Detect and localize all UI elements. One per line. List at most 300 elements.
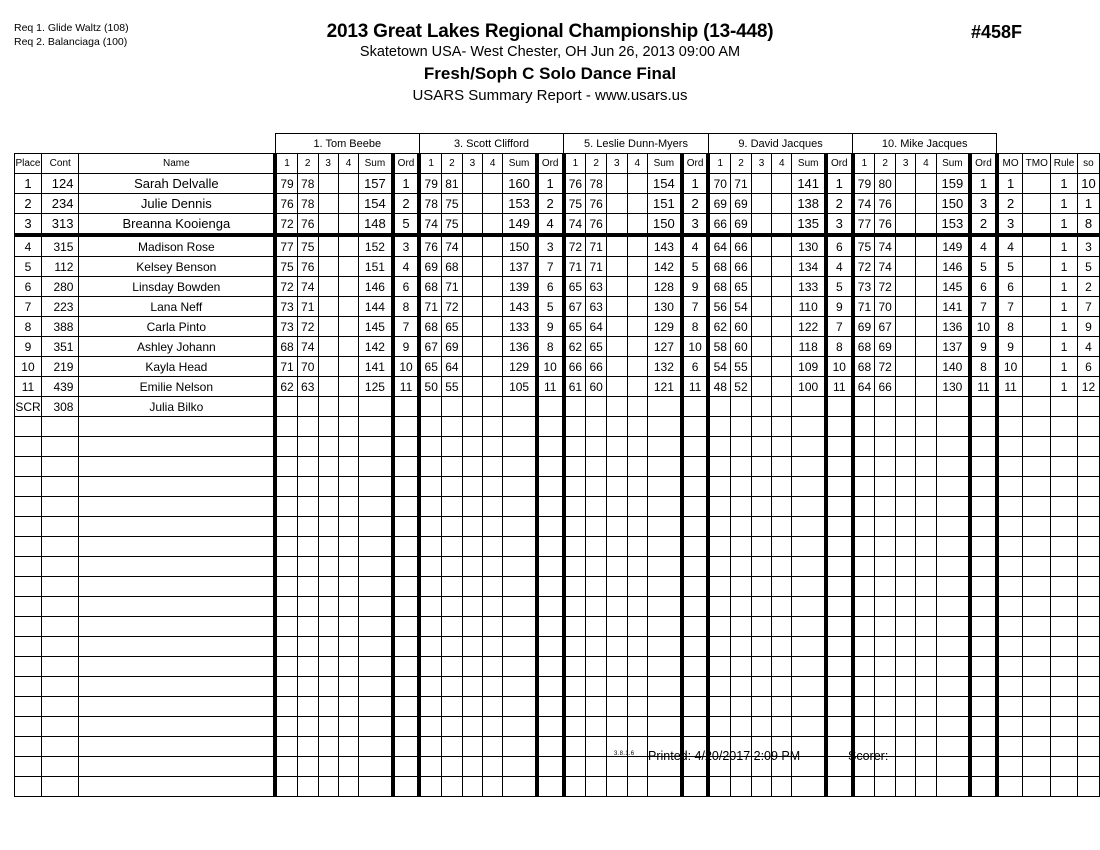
cell-rule (1051, 517, 1078, 537)
cell-j5-s1 (853, 717, 875, 737)
cell-j3-ord: 3 (682, 214, 709, 236)
cell-j5-sum (936, 497, 970, 517)
cell-cont (41, 697, 79, 717)
cell-j1-ord: 4 (393, 257, 420, 277)
cell-j3-sum: 154 (648, 174, 682, 194)
cell-j5-sum (936, 437, 970, 457)
cell-j1-s3 (318, 757, 338, 777)
cell-j5-sum (936, 537, 970, 557)
cell-cont (41, 757, 79, 777)
cell-mo (997, 457, 1023, 477)
cell-j2-ord: 8 (537, 337, 564, 357)
cell-so (1077, 517, 1099, 537)
cell-j5-ord (970, 657, 997, 677)
cell-j4-ord (826, 417, 853, 437)
header-judge1-sum: Sum (359, 154, 393, 174)
cell-j3-s1: 61 (564, 377, 586, 397)
cell-j1-sum (359, 497, 393, 517)
cell-j5-s1 (853, 617, 875, 637)
header-judge5-4: 4 (916, 154, 936, 174)
cell-j5-s3 (895, 194, 915, 214)
cell-j5-s3 (895, 497, 915, 517)
cell-j1-s1 (275, 717, 297, 737)
cell-j1-sum (359, 617, 393, 637)
cell-j4-ord (826, 477, 853, 497)
cell-cont: 439 (41, 377, 79, 397)
cell-j2-sum (503, 537, 537, 557)
cell-j2-ord (537, 557, 564, 577)
cell-j4-s4 (772, 617, 792, 637)
cell-place (15, 777, 42, 797)
cell-j2-s3 (462, 257, 482, 277)
cell-j5-ord: 9 (970, 337, 997, 357)
cell-j1-s1: 72 (275, 277, 297, 297)
cell-place (15, 677, 42, 697)
cell-j1-s4 (338, 377, 358, 397)
cell-j4-sum (792, 657, 826, 677)
cell-place: 10 (15, 357, 42, 377)
cell-j3-sum (648, 637, 682, 657)
cell-name: Linsday Bowden (79, 277, 275, 297)
cell-j2-s1 (419, 757, 441, 777)
cell-j3-sum (648, 457, 682, 477)
cell-j5-ord (970, 437, 997, 457)
header-judge1-2: 2 (297, 154, 318, 174)
cell-place (15, 637, 42, 657)
cell-j4-ord (826, 597, 853, 617)
cell-j5-s4 (916, 397, 936, 417)
cell-j5-s3 (895, 377, 915, 397)
cell-j2-s1 (419, 677, 441, 697)
cell-j2-s2 (442, 657, 463, 677)
cell-so (1077, 397, 1099, 417)
cell-j4-s4 (772, 637, 792, 657)
cell-j2-sum (503, 777, 537, 797)
cell-j5-s2: 69 (875, 337, 896, 357)
cell-j3-s4 (627, 277, 648, 297)
cell-j1-s1 (275, 457, 297, 477)
cell-j3-s2 (586, 577, 607, 597)
cell-j2-s1: 74 (419, 214, 441, 236)
cell-tmo (1023, 377, 1051, 397)
cell-j1-s3 (318, 617, 338, 637)
cell-j2-ord (537, 617, 564, 637)
cell-cont (41, 777, 79, 797)
cell-j5-sum: 159 (936, 174, 970, 194)
cell-j5-s2 (875, 617, 896, 637)
cell-j4-s1 (708, 517, 730, 537)
cell-j4-s3 (751, 417, 771, 437)
cell-so (1077, 557, 1099, 577)
cell-j2-sum (503, 437, 537, 457)
cell-j3-s4 (627, 417, 648, 437)
cell-cont (41, 597, 79, 617)
cell-j1-s1 (275, 577, 297, 597)
table-row (15, 194, 1100, 214)
cell-j1-ord (393, 537, 420, 557)
cell-j4-s4 (772, 397, 792, 417)
cell-j2-ord (537, 537, 564, 557)
cell-name: Ashley Johann (79, 337, 275, 357)
cell-j3-s1 (564, 537, 586, 557)
header-judge4-2: 2 (731, 154, 752, 174)
cell-j5-sum (936, 597, 970, 617)
cell-mo: 4 (997, 235, 1023, 257)
cell-j1-s4 (338, 357, 358, 377)
cell-j1-s1 (275, 477, 297, 497)
cell-j4-ord (826, 517, 853, 537)
cell-j2-ord: 3 (537, 235, 564, 257)
cell-j4-s1 (708, 437, 730, 457)
cell-j4-sum (792, 457, 826, 477)
cell-j3-s4 (627, 194, 648, 214)
cell-j4-s4 (772, 557, 792, 577)
cell-j4-s1 (708, 657, 730, 677)
cell-j2-s1 (419, 457, 441, 477)
cell-name (79, 537, 275, 557)
cell-j5-s1 (853, 397, 875, 417)
cell-j3-ord (682, 637, 709, 657)
cell-j2-s2 (442, 397, 463, 417)
cell-rule: 1 (1051, 377, 1078, 397)
cell-j4-s1 (708, 557, 730, 577)
cell-j5-s3 (895, 317, 915, 337)
cell-j4-s3 (751, 657, 771, 677)
cell-j5-s1 (853, 697, 875, 717)
cell-j3-ord (682, 697, 709, 717)
cell-j2-sum: 143 (503, 297, 537, 317)
cell-j5-s3 (895, 717, 915, 737)
cell-j2-s4 (483, 557, 503, 577)
cell-j4-s1 (708, 477, 730, 497)
cell-j2-sum (503, 657, 537, 677)
cell-j3-sum: 142 (648, 257, 682, 277)
cell-j1-s1 (275, 557, 297, 577)
cell-j5-s2 (875, 597, 896, 617)
cell-j2-sum (503, 757, 537, 777)
cell-j5-s1 (853, 497, 875, 517)
cell-j3-s1 (564, 457, 586, 477)
cell-j2-ord (537, 577, 564, 597)
cell-place: SCR (15, 397, 42, 417)
cell-j3-s2 (586, 497, 607, 517)
cell-cont: 315 (41, 235, 79, 257)
cell-j1-s1: 73 (275, 317, 297, 337)
cell-mo (997, 517, 1023, 537)
cell-j3-s1 (564, 637, 586, 657)
table-row-blank (15, 417, 1100, 437)
cell-tmo (1023, 737, 1051, 757)
cell-j1-sum (359, 597, 393, 617)
cell-j5-s4 (916, 377, 936, 397)
cell-j1-s2 (297, 477, 318, 497)
cell-j1-s2 (297, 397, 318, 417)
cell-j5-s2: 70 (875, 297, 896, 317)
cell-j2-s4 (483, 417, 503, 437)
cell-name (79, 557, 275, 577)
cell-j2-s4 (483, 697, 503, 717)
cell-j4-sum: 100 (792, 377, 826, 397)
cell-j4-s1 (708, 537, 730, 557)
cell-j2-s3 (462, 657, 482, 677)
cell-rule (1051, 737, 1078, 757)
cell-j1-s4 (338, 257, 358, 277)
cell-j3-s3 (607, 317, 628, 337)
judge-group-name-3: 5. Leslie Dunn-Myers (564, 134, 709, 154)
cell-j2-s1 (419, 497, 441, 517)
cell-j3-ord (682, 557, 709, 577)
cell-j5-s2: 67 (875, 317, 896, 337)
cell-mo (997, 777, 1023, 797)
table-row-blank (15, 577, 1100, 597)
table-row-blank (15, 497, 1100, 517)
cell-j1-ord (393, 677, 420, 697)
cell-j1-s4 (338, 174, 358, 194)
cell-tmo (1023, 617, 1051, 637)
cell-j5-ord (970, 497, 997, 517)
cell-j3-s2 (586, 557, 607, 577)
cell-j4-s3 (751, 277, 771, 297)
cell-j4-s2 (731, 697, 752, 717)
cell-j3-s4 (627, 174, 648, 194)
cell-j5-s2: 66 (875, 377, 896, 397)
cell-j5-s1 (853, 597, 875, 617)
cell-j3-s2: 76 (586, 214, 607, 236)
table-row (15, 397, 1100, 417)
cell-name (79, 517, 275, 537)
cell-j2-s1 (419, 777, 441, 797)
table-row (15, 317, 1100, 337)
cell-name: Kayla Head (79, 357, 275, 377)
cell-j4-s1: 68 (708, 277, 730, 297)
cell-j1-s4 (338, 457, 358, 477)
cell-place (15, 437, 42, 457)
cell-j4-sum (792, 777, 826, 797)
cell-j4-s2 (731, 457, 752, 477)
cell-j1-sum (359, 777, 393, 797)
cell-j4-ord: 7 (826, 317, 853, 337)
cell-tmo (1023, 477, 1051, 497)
cell-j5-s1 (853, 457, 875, 477)
cell-j1-s2: 76 (297, 257, 318, 277)
cell-j1-sum (359, 677, 393, 697)
cell-j2-s3 (462, 777, 482, 797)
cell-j5-sum (936, 677, 970, 697)
cell-place (15, 477, 42, 497)
cell-j3-s3 (607, 777, 628, 797)
cell-name (79, 477, 275, 497)
cell-j5-s2: 74 (875, 235, 896, 257)
cell-j5-ord (970, 757, 997, 777)
cell-j4-sum (792, 517, 826, 537)
cell-j5-sum (936, 517, 970, 537)
cell-j1-s3 (318, 235, 338, 257)
cell-j1-s4 (338, 537, 358, 557)
cell-j4-sum (792, 717, 826, 737)
cell-j2-ord: 10 (537, 357, 564, 377)
cell-j4-ord: 8 (826, 337, 853, 357)
cell-j1-ord (393, 417, 420, 437)
cell-j4-s4 (772, 497, 792, 517)
cell-j2-s2 (442, 417, 463, 437)
cell-j2-ord: 2 (537, 194, 564, 214)
table-row (15, 214, 1100, 236)
cell-j3-sum (648, 717, 682, 737)
cell-j1-s2 (297, 617, 318, 637)
header-judge1-4: 4 (338, 154, 358, 174)
table-row-blank (15, 557, 1100, 577)
cell-j2-sum (503, 457, 537, 477)
header-judge2-3: 3 (462, 154, 482, 174)
cell-so: 2 (1077, 277, 1099, 297)
cell-j5-s2 (875, 417, 896, 437)
cell-tmo (1023, 717, 1051, 737)
cell-mo (997, 597, 1023, 617)
cell-j1-s1 (275, 497, 297, 517)
cell-name (79, 737, 275, 757)
cell-j4-s1: 62 (708, 317, 730, 337)
cell-j1-s2: 74 (297, 277, 318, 297)
cell-tmo (1023, 537, 1051, 557)
cell-rule: 1 (1051, 235, 1078, 257)
cell-j3-s1 (564, 757, 586, 777)
cell-tmo (1023, 577, 1051, 597)
cell-j3-s2 (586, 397, 607, 417)
cell-j4-s2: 60 (731, 317, 752, 337)
cell-j3-s2 (586, 777, 607, 797)
cell-j5-sum: 140 (936, 357, 970, 377)
cell-j2-s4 (483, 537, 503, 557)
cell-rule (1051, 677, 1078, 697)
cell-mo (997, 637, 1023, 657)
cell-mo: 7 (997, 297, 1023, 317)
cell-j2-s1 (419, 557, 441, 577)
cell-j3-sum: 128 (648, 277, 682, 297)
cell-j1-s3 (318, 297, 338, 317)
cell-j2-s2 (442, 777, 463, 797)
event-code: #458F (970, 22, 1022, 42)
cell-j1-s3 (318, 637, 338, 657)
cell-j5-s4 (916, 437, 936, 457)
cell-so (1077, 697, 1099, 717)
cell-name (79, 417, 275, 437)
header-judge2-4: 4 (483, 154, 503, 174)
cell-so (1077, 737, 1099, 757)
cell-j4-ord (826, 697, 853, 717)
cell-j4-s3 (751, 437, 771, 457)
cell-j4-ord (826, 657, 853, 677)
judge-group-name-5: 10. Mike Jacques (853, 134, 997, 154)
cell-j3-s3 (607, 357, 628, 377)
cell-name (79, 657, 275, 677)
cell-j2-s2 (442, 557, 463, 577)
cell-j3-s4 (627, 637, 648, 657)
cell-j5-sum (936, 777, 970, 797)
cell-rule: 1 (1051, 257, 1078, 277)
cell-j3-s4 (627, 717, 648, 737)
cell-j4-s1: 70 (708, 174, 730, 194)
cell-j3-sum (648, 477, 682, 497)
cell-j4-s3 (751, 477, 771, 497)
cell-j3-sum: 130 (648, 297, 682, 317)
cell-so (1077, 717, 1099, 737)
cell-j4-s1: 69 (708, 194, 730, 214)
cell-j5-s1: 64 (853, 377, 875, 397)
cell-j1-s3 (318, 477, 338, 497)
cell-j5-sum (936, 557, 970, 577)
cell-j4-sum (792, 697, 826, 717)
cell-j5-sum (936, 617, 970, 637)
cell-j1-ord: 5 (393, 214, 420, 236)
cell-tmo (1023, 597, 1051, 617)
cell-j1-ord: 2 (393, 194, 420, 214)
cell-j3-ord: 9 (682, 277, 709, 297)
cell-j1-s2 (297, 757, 318, 777)
cell-j1-sum (359, 557, 393, 577)
cell-cont (41, 677, 79, 697)
cell-j4-s4 (772, 214, 792, 236)
cell-j4-s1: 66 (708, 214, 730, 236)
cell-rule (1051, 777, 1078, 797)
cell-j5-s3 (895, 777, 915, 797)
cell-j3-sum: 132 (648, 357, 682, 377)
cell-j2-s4 (483, 357, 503, 377)
cell-j5-s4 (916, 497, 936, 517)
cell-j3-s4 (627, 397, 648, 417)
cell-j4-sum: 130 (792, 235, 826, 257)
cell-j3-s3 (607, 517, 628, 537)
cell-j3-s1: 67 (564, 297, 586, 317)
cell-j1-s3 (318, 277, 338, 297)
cell-j5-s3 (895, 257, 915, 277)
cell-j3-s2: 63 (586, 297, 607, 317)
cell-j4-s2 (731, 517, 752, 537)
cell-j3-s3 (607, 277, 628, 297)
cell-j5-s1 (853, 417, 875, 437)
cell-j5-s1 (853, 517, 875, 537)
cell-j2-s3 (462, 357, 482, 377)
table-row (15, 357, 1100, 377)
cell-j2-ord (537, 597, 564, 617)
cell-so (1077, 617, 1099, 637)
cell-j4-sum (792, 557, 826, 577)
cell-j4-s3 (751, 517, 771, 537)
cell-j5-s3 (895, 417, 915, 437)
cell-j5-s2: 72 (875, 357, 896, 377)
cell-j1-s4 (338, 777, 358, 797)
cell-j1-s4 (338, 677, 358, 697)
cell-j3-s4 (627, 437, 648, 457)
cell-j2-s1 (419, 637, 441, 657)
cell-j5-ord: 2 (970, 214, 997, 236)
cell-rule (1051, 717, 1078, 737)
cell-j5-s3 (895, 235, 915, 257)
cell-mo: 8 (997, 317, 1023, 337)
cell-j1-s3 (318, 357, 338, 377)
cell-j5-s3 (895, 457, 915, 477)
cell-j3-s1: 74 (564, 214, 586, 236)
cell-j2-s2 (442, 737, 463, 757)
cell-j5-s2: 72 (875, 277, 896, 297)
cell-j5-s3 (895, 477, 915, 497)
cell-cont: 112 (41, 257, 79, 277)
cell-j3-ord (682, 397, 709, 417)
cell-j1-s1: 73 (275, 297, 297, 317)
cell-j2-s1: 65 (419, 357, 441, 377)
cell-j3-sum (648, 437, 682, 457)
cell-j2-s2: 68 (442, 257, 463, 277)
cell-name (79, 677, 275, 697)
